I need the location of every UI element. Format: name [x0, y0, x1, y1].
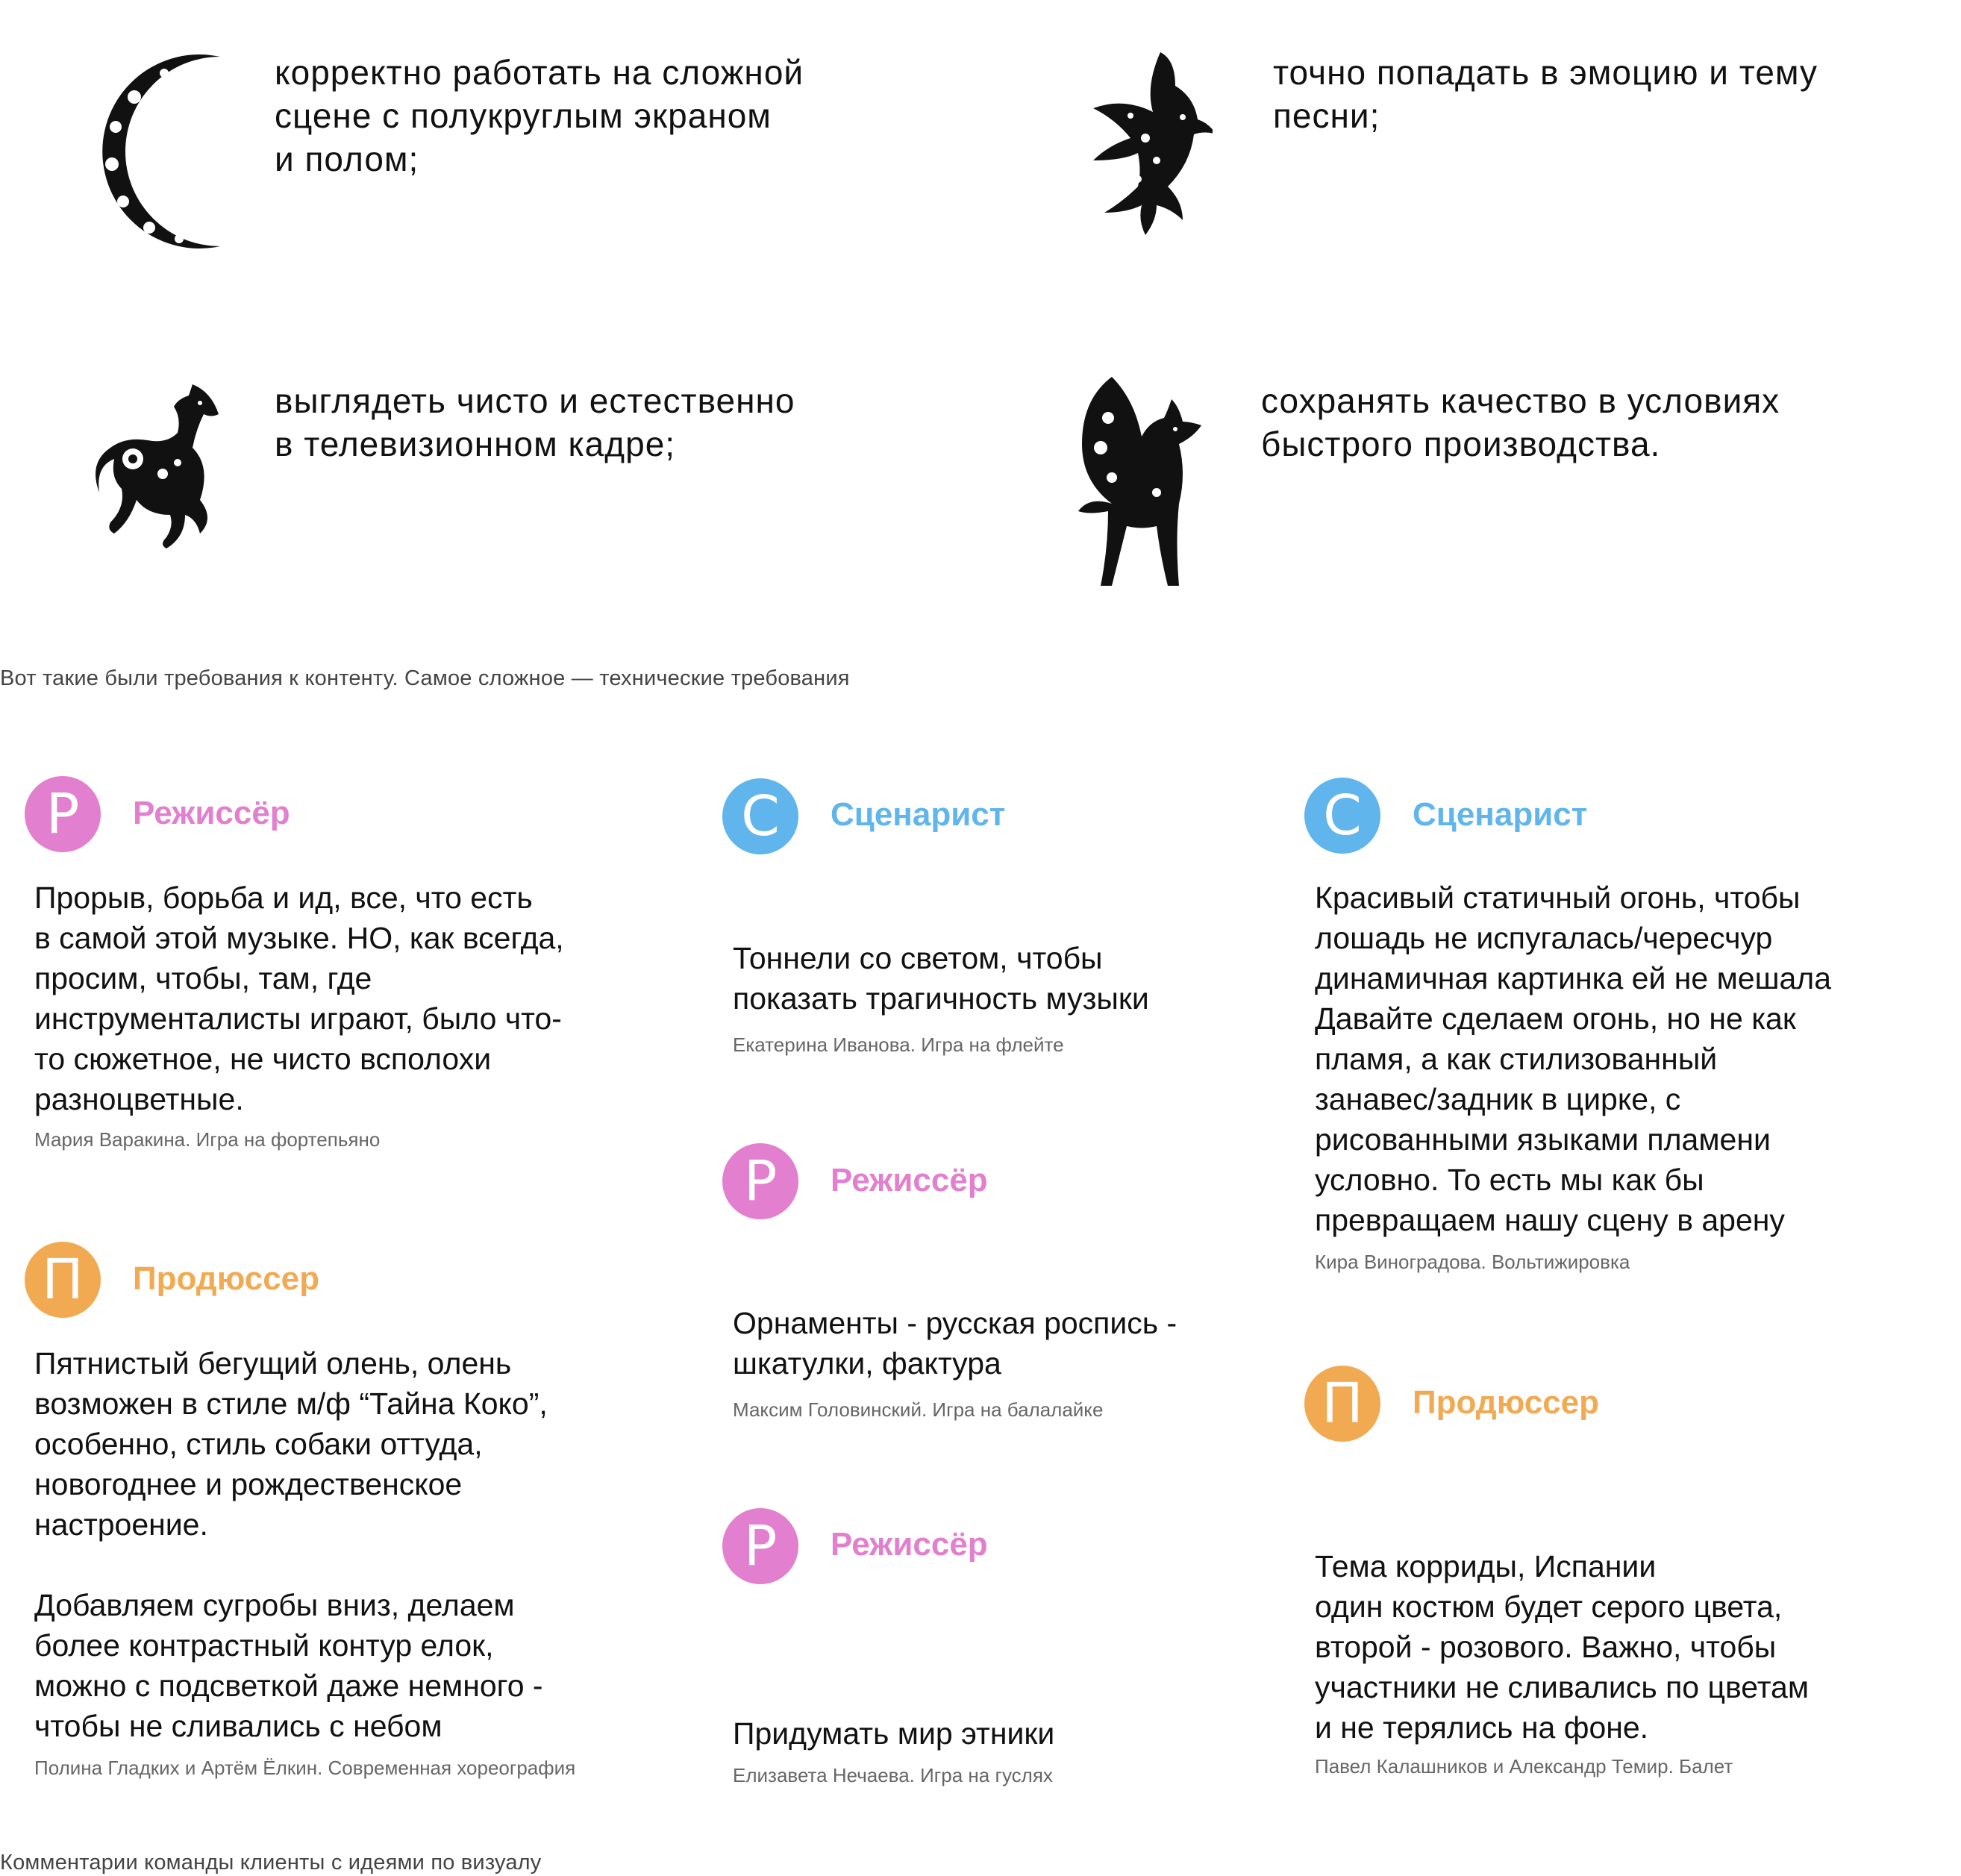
role-label: Продюссер [133, 1260, 320, 1297]
requirement-text-1: корректно работать на сложной сцене с полукруглым экраном и полом; [275, 53, 804, 178]
comment-author: Елизавета Нечаева. Игра на гуслях [733, 1764, 1053, 1786]
avatar-writer: С [1304, 778, 1380, 854]
comment-text: Прорыв, борьба и ид, все, что есть в самой этой музыке. НО, как всегда, просим, чтобы, там, где инструменталисты играют, было что- то сюжетное, не чисто всполохи разноцветные. [34, 881, 564, 1116]
comment-text: Придумать мир этники [733, 1716, 1055, 1751]
avatar-writer: С [722, 778, 798, 854]
fox-icon [1067, 373, 1216, 590]
avatar-producer: П [1304, 1366, 1380, 1442]
comment-text: Красивый статичный огонь, чтобы лошадь не испугалась/чересчур динамичная картинка ей не мешала Давайте сделаем огонь, но не как пламя, а как стилизованный занавес/задник в цирке, с рисованными языками пламени условно. То есть мы как бы превращаем нашу сцену в арену [1315, 881, 1831, 1237]
requirement-text-4: сохранять качество в условиях быстрого производства. [1261, 381, 1780, 463]
comment-author: Мария Варакина. Игра на фортепьяно [34, 1128, 381, 1151]
avatar-director: Р [722, 1508, 798, 1584]
role-label: Режиссёр [831, 1526, 988, 1563]
comment-author: Полина Гладких и Артём Ёлкин. Современная хореография [34, 1757, 576, 1779]
bird-icon [1086, 49, 1213, 246]
caption-bottom: Комментарии команды клиенты с идеями по визуалу [0, 1851, 542, 1875]
horse-icon [88, 381, 222, 578]
role-label: Режиссёр [831, 1162, 988, 1198]
requirement-text-3: выглядеть чисто и естественно в телевизионном кадре; [275, 381, 795, 463]
comment-author: Павел Калашников и Александр Темир. Балет [1315, 1755, 1733, 1777]
comment-text: Тема корриды, Испании один костюм будет серого цвета, второй - розового. Важно, чтобы участники не сливались по цветам и не терялись на фоне. [1315, 1549, 1810, 1745]
comment-text: Пятнистый бегущий олень, олень возможен в стиле м/ф “Тайна Коко”, особенно, стиль собаки оттуда, новогоднее и рождественское настроение. Добавляем сугробы вниз, делаем более контрастный контур елок, можно с подсветкой даже немного - чтобы не сливались с небом [34, 1346, 548, 1743]
role-label: Сценарист [831, 796, 1006, 833]
role-label: Сценарист [1413, 796, 1588, 833]
comment-text: Орнаменты - русская роспись - шкатулки, фактура [733, 1306, 1177, 1381]
comment-author: Екатерина Иванова. Игра на флейте [733, 1034, 1064, 1056]
comment-text: Тоннели со светом, чтобы показать трагичность музыки [733, 941, 1149, 1016]
comment-author: Кира Виноградова. Вольтижировка [1315, 1251, 1630, 1273]
caption-top: Вот такие были требования к контенту. Самое сложное — технические требования [0, 666, 850, 690]
avatar-director: Р [722, 1143, 798, 1219]
role-label: Продюссер [1413, 1384, 1600, 1421]
requirement-text-2: точно попадать в эмоцию и тему песни; [1273, 53, 1818, 135]
role-label: Режиссёр [133, 795, 290, 831]
avatar-director: Р [25, 776, 101, 852]
comment-author: Максим Головинский. Игра на балалайке [733, 1398, 1104, 1421]
avatar-producer: П [25, 1242, 101, 1318]
crescent-moon-icon [82, 52, 224, 254]
